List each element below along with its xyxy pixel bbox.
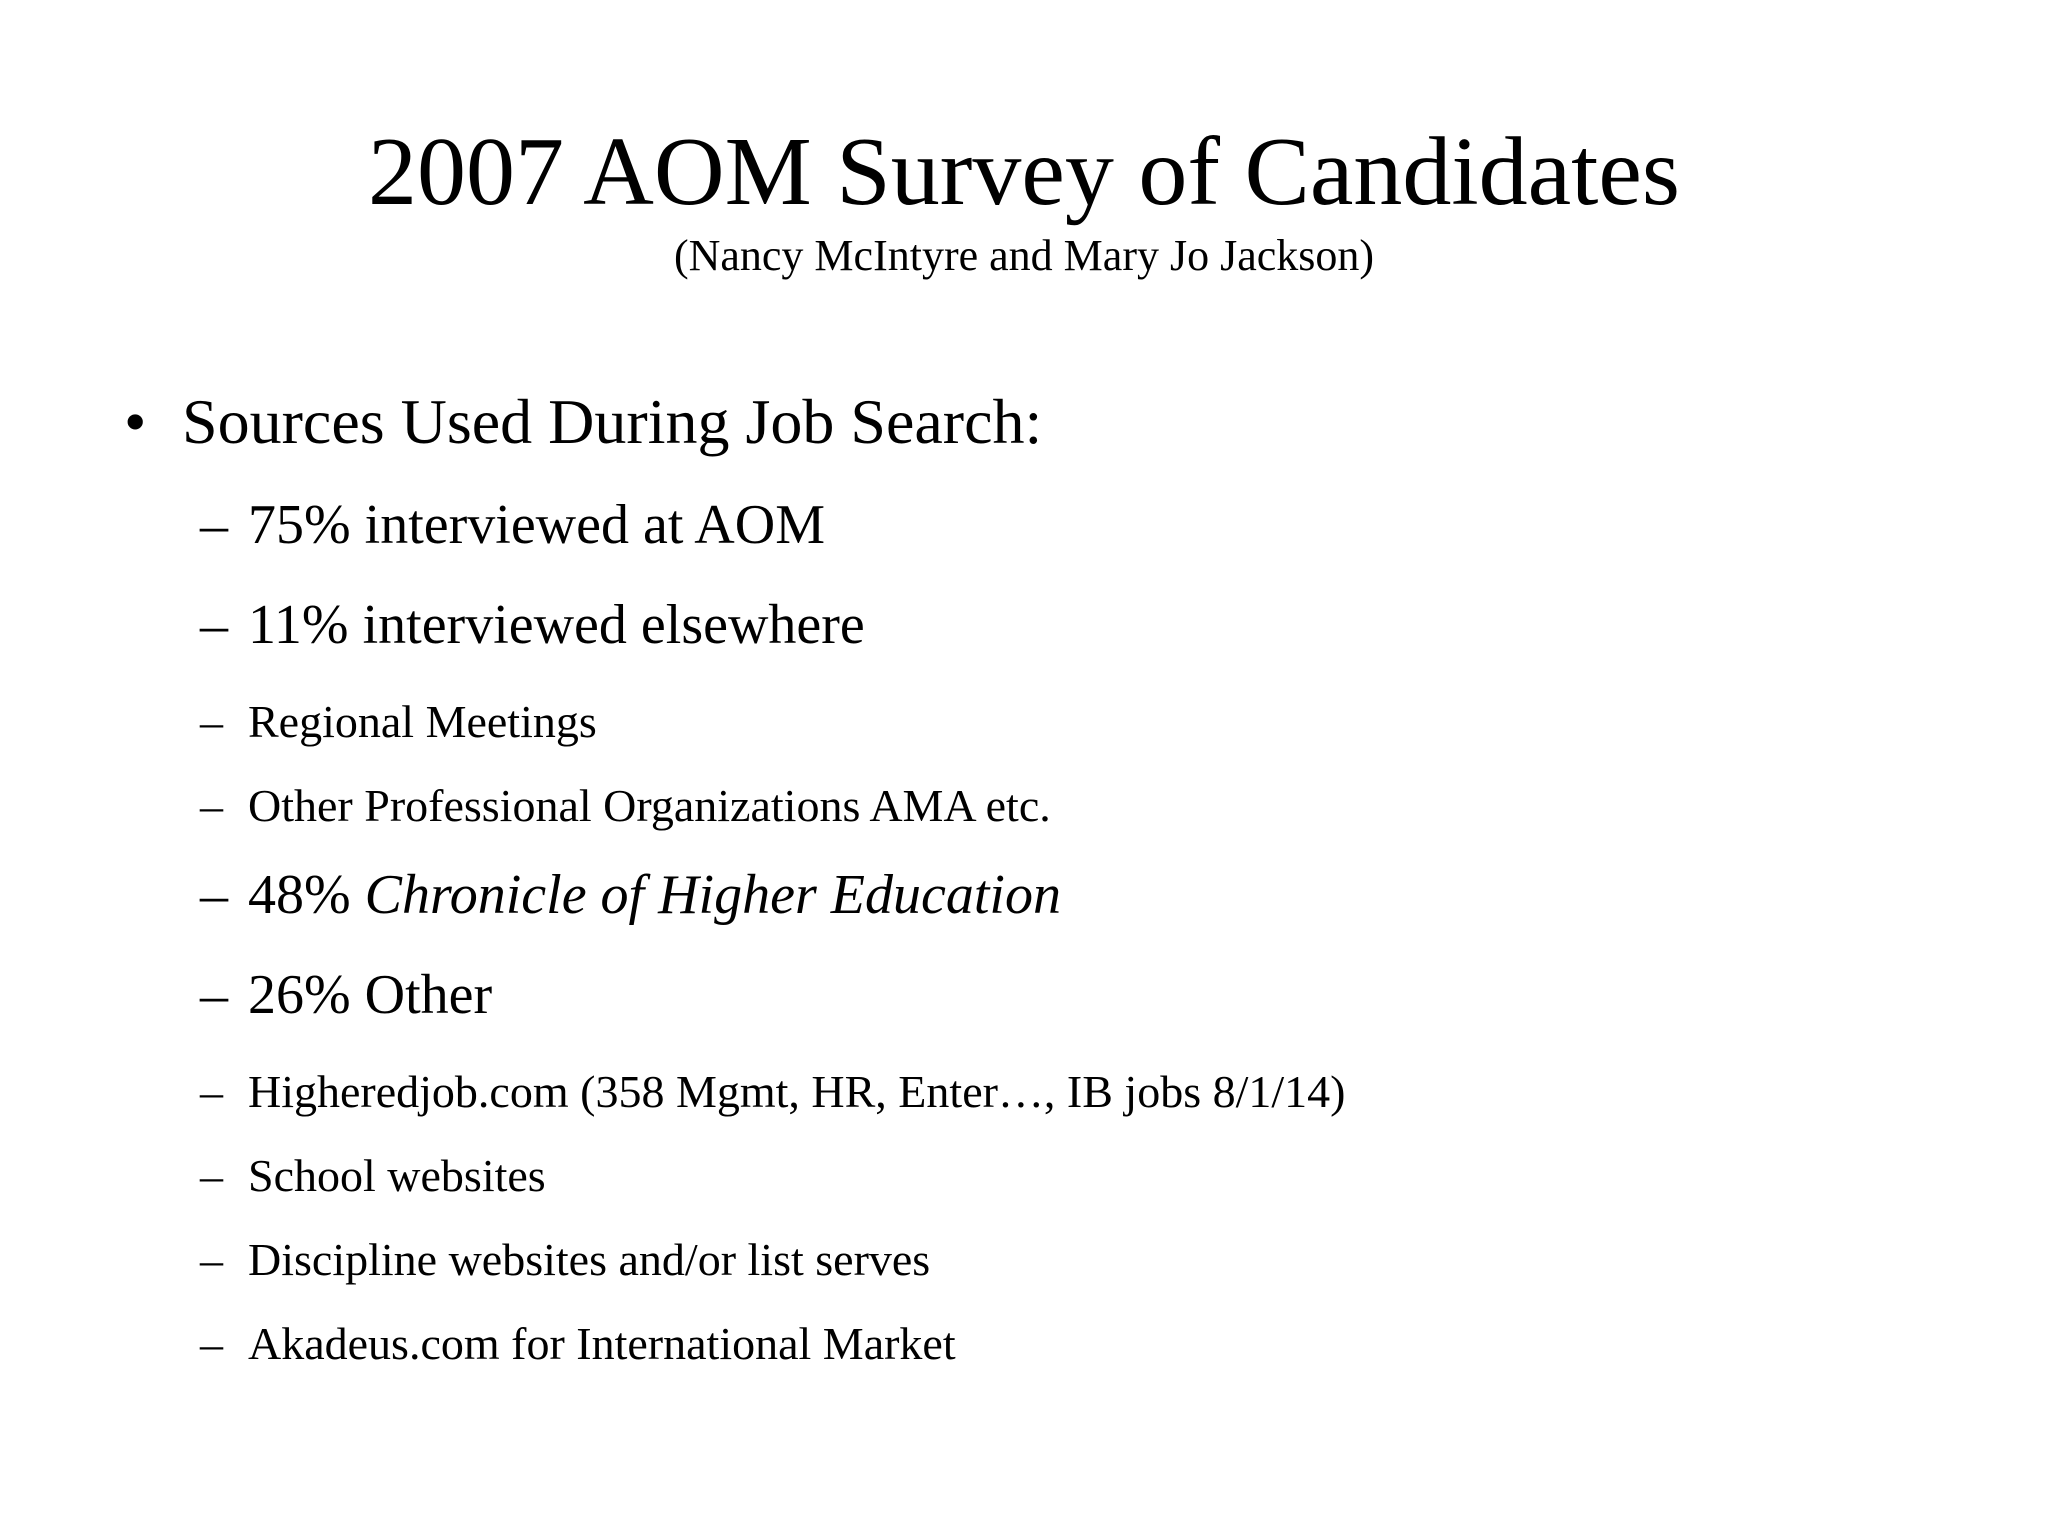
- list-item-text: [248, 860, 1061, 930]
- slide-title: 2007 AOM Survey of Candidates: [368, 118, 1680, 226]
- dash-marker: –: [200, 594, 228, 656]
- dash-marker: –: [200, 780, 223, 831]
- dash-marker: –: [200, 864, 228, 926]
- slide-subtitle: (Nancy McIntyre and Mary Jo Jackson): [673, 231, 1375, 280]
- bullet-marker: •: [124, 386, 147, 457]
- list-item-text: Discipline websites and/or list serves: [248, 1234, 931, 1285]
- dash-marker: –: [200, 1234, 223, 1285]
- dash-marker: –: [200, 1150, 223, 1201]
- dash-marker: –: [200, 494, 228, 556]
- list-item-text: Other Professional Organizations AMA etc.: [248, 780, 1051, 831]
- list-item-text: Regional Meetings: [248, 696, 597, 747]
- list-item-text: Higheredjob.com (358 Mgmt, HR, Enter…, IB jobs 8/1/14): [248, 1066, 1346, 1117]
- list-item-text: School websites: [248, 1150, 546, 1201]
- list-item-text: 75% interviewed at AOM: [248, 494, 825, 556]
- dash-marker: –: [200, 964, 228, 1026]
- dash-marker: –: [200, 696, 223, 747]
- bullet-text: Sources Used During Job Search:: [182, 386, 1043, 457]
- list-item-text: 26% Other: [248, 964, 493, 1026]
- dash-marker: –: [200, 1066, 223, 1117]
- list-item-percent: 48%: [248, 864, 365, 926]
- dash-marker: –: [200, 1318, 223, 1369]
- list-item-text: Akadeus.com for International Market: [248, 1318, 956, 1369]
- list-item-text: 11% interviewed elsewhere: [248, 594, 865, 656]
- publication-title: Chronicle of Higher Education: [364, 864, 1061, 926]
